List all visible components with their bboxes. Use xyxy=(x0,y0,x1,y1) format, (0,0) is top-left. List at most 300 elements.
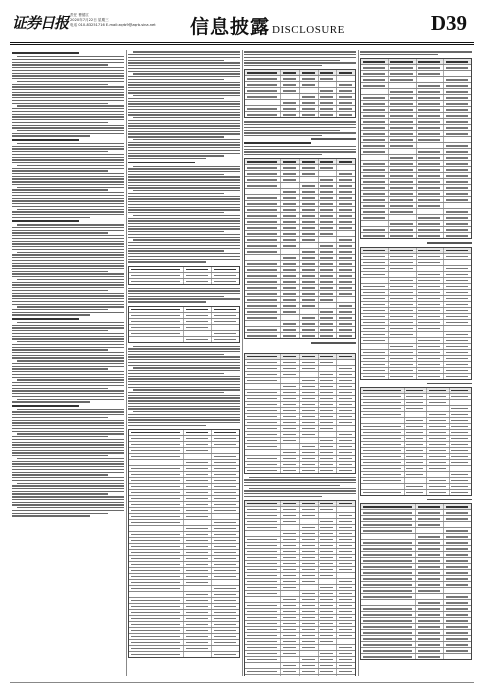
text-line xyxy=(12,73,124,74)
data-table xyxy=(360,58,472,239)
masthead-meta xyxy=(70,13,156,28)
table-cell xyxy=(417,284,445,289)
table-cell xyxy=(444,606,471,611)
table-cell xyxy=(129,319,184,324)
text-line xyxy=(128,226,240,227)
table-cell xyxy=(245,603,281,608)
text-line xyxy=(128,79,224,80)
table-cell xyxy=(389,107,417,112)
table-cell xyxy=(361,624,416,629)
text-line xyxy=(12,119,124,120)
data-table xyxy=(244,69,356,118)
table-cell xyxy=(184,520,212,525)
table-cell xyxy=(184,273,212,278)
text-line xyxy=(12,235,124,236)
table-cell xyxy=(417,125,445,130)
table-cell xyxy=(212,442,239,447)
table-cell xyxy=(245,165,281,170)
table-cell xyxy=(300,462,319,467)
table-cell xyxy=(245,531,281,536)
text-line xyxy=(133,73,240,74)
table-cell xyxy=(416,546,444,551)
table-cell xyxy=(300,297,319,302)
table-cell xyxy=(361,606,416,611)
table-row xyxy=(361,654,471,659)
table-cell xyxy=(389,266,417,271)
table-row xyxy=(361,233,471,238)
table-cell xyxy=(416,510,444,515)
table-cell xyxy=(319,513,338,518)
table-cell xyxy=(281,615,300,620)
text-line xyxy=(17,130,124,131)
table-cell xyxy=(337,639,355,644)
table-cell xyxy=(427,442,449,447)
table-cell xyxy=(184,496,212,501)
table-cell xyxy=(184,538,212,543)
table-cell xyxy=(416,570,444,575)
table-cell xyxy=(417,173,445,178)
text-line xyxy=(12,227,124,228)
table-cell xyxy=(361,400,405,405)
table-cell xyxy=(281,384,300,389)
text-line xyxy=(12,243,124,244)
table-cell xyxy=(427,448,449,453)
table-cell xyxy=(319,501,338,506)
table-cell xyxy=(245,579,281,584)
text-line xyxy=(12,178,124,179)
table-cell xyxy=(245,94,281,99)
table-cell xyxy=(444,191,471,196)
table-cell xyxy=(281,333,300,338)
table-cell xyxy=(184,574,212,579)
text-line xyxy=(12,157,124,158)
table-cell xyxy=(212,454,239,459)
table-cell xyxy=(245,315,281,320)
table-cell xyxy=(416,642,444,647)
table-cell xyxy=(129,604,184,609)
table-cell xyxy=(444,290,471,295)
table-cell xyxy=(281,255,300,260)
paragraph-heading xyxy=(12,52,79,54)
text-line xyxy=(128,212,224,213)
table-cell xyxy=(389,167,417,172)
table-cell xyxy=(444,314,471,319)
table-cell xyxy=(319,309,338,314)
table-cell xyxy=(337,408,355,413)
table-cell xyxy=(361,368,389,373)
table-cell xyxy=(337,366,355,371)
table-cell xyxy=(337,112,355,117)
table-cell xyxy=(427,484,449,489)
table-cell xyxy=(427,430,449,435)
table-cell xyxy=(184,628,212,633)
text-line xyxy=(128,185,240,186)
table-cell xyxy=(319,195,338,200)
text-line xyxy=(12,504,124,505)
table-cell xyxy=(281,621,300,626)
table-cell xyxy=(300,573,319,578)
table-cell xyxy=(281,507,300,512)
table-cell xyxy=(450,478,471,483)
table-cell xyxy=(337,609,355,614)
table-cell xyxy=(212,634,239,639)
table-cell xyxy=(361,149,389,154)
table-cell xyxy=(337,372,355,377)
table-cell xyxy=(212,436,239,441)
table-cell xyxy=(245,159,281,164)
table-cell xyxy=(405,436,427,441)
table-cell xyxy=(417,71,445,76)
table-cell xyxy=(129,514,184,519)
table-cell xyxy=(300,94,319,99)
table-cell xyxy=(337,468,355,473)
table-cell xyxy=(405,472,427,477)
table-cell xyxy=(245,675,281,676)
table-cell xyxy=(319,651,338,656)
text-line xyxy=(128,153,240,154)
table-cell xyxy=(319,567,338,572)
table-cell xyxy=(300,627,319,632)
table-cell xyxy=(245,591,281,596)
table-cell xyxy=(300,237,319,242)
table-cell xyxy=(417,167,445,172)
table-cell xyxy=(389,59,417,64)
text-line xyxy=(128,381,240,382)
table-cell xyxy=(184,586,212,591)
text-line xyxy=(128,193,224,194)
table-cell xyxy=(337,237,355,242)
table-cell xyxy=(281,285,300,290)
text-line xyxy=(128,87,240,88)
table-cell xyxy=(300,426,319,431)
table-cell xyxy=(361,314,389,319)
table-cell xyxy=(337,159,355,164)
table-cell xyxy=(245,321,281,326)
table-cell xyxy=(337,285,355,290)
table-cell xyxy=(417,65,445,70)
text-line xyxy=(128,406,240,407)
table-cell xyxy=(129,598,184,603)
text-line xyxy=(128,209,240,210)
text-line xyxy=(12,284,124,285)
table-cell xyxy=(245,573,281,578)
table-cell xyxy=(417,320,445,325)
table-cell xyxy=(361,374,389,379)
table-cell xyxy=(245,456,281,461)
table-cell xyxy=(319,177,338,182)
table-cell xyxy=(361,552,416,557)
text-line xyxy=(133,51,240,52)
table-cell xyxy=(361,642,416,647)
table-cell xyxy=(129,466,184,471)
table-cell xyxy=(417,149,445,154)
table-cell xyxy=(417,296,445,301)
table-cell xyxy=(416,600,444,605)
text-line xyxy=(128,419,240,420)
text-line xyxy=(12,330,108,331)
table-cell xyxy=(212,496,239,501)
table-cell xyxy=(281,112,300,117)
text-line xyxy=(12,89,124,90)
text-line xyxy=(128,168,240,169)
table-cell xyxy=(245,76,281,81)
table-cell xyxy=(281,189,300,194)
table-cell xyxy=(212,586,239,591)
table-cell xyxy=(212,331,239,336)
table-cell xyxy=(319,390,338,395)
table-cell xyxy=(417,185,445,190)
table-cell xyxy=(405,490,427,495)
table-cell xyxy=(337,94,355,99)
table-cell xyxy=(337,390,355,395)
table-cell xyxy=(337,360,355,365)
table-cell xyxy=(184,634,212,639)
text-line xyxy=(12,293,124,294)
table-cell xyxy=(337,591,355,596)
table-cell xyxy=(129,490,184,495)
text-line xyxy=(12,377,124,378)
table-cell xyxy=(129,610,184,615)
text-line xyxy=(128,171,240,172)
table-cell xyxy=(212,484,239,489)
text-line xyxy=(133,389,240,390)
table-cell xyxy=(361,588,416,593)
table-cell xyxy=(245,112,281,117)
table-cell xyxy=(389,197,417,202)
table-cell xyxy=(184,514,212,519)
table-cell xyxy=(245,426,281,431)
table-cell xyxy=(300,261,319,266)
table-cell xyxy=(361,466,405,471)
table-cell xyxy=(427,454,449,459)
table-cell xyxy=(450,430,471,435)
table-cell xyxy=(212,307,239,312)
text-line xyxy=(17,187,124,188)
text-line xyxy=(128,68,240,69)
table-cell xyxy=(281,390,300,395)
text-line xyxy=(128,384,240,385)
table-cell xyxy=(337,165,355,170)
text-line xyxy=(128,123,240,124)
table-cell xyxy=(184,313,212,318)
text-line xyxy=(12,298,124,299)
table-cell xyxy=(444,338,471,343)
table-cell xyxy=(300,669,319,674)
table-cell xyxy=(212,574,239,579)
table-cell xyxy=(416,576,444,581)
table-cell xyxy=(281,663,300,668)
table-cell xyxy=(319,315,338,320)
text-line xyxy=(17,143,124,144)
table-cell xyxy=(319,372,338,377)
table-cell xyxy=(281,444,300,449)
table-cell xyxy=(300,201,319,206)
text-line xyxy=(12,485,124,486)
table-cell xyxy=(319,609,338,614)
table-cell xyxy=(361,131,389,136)
text-line xyxy=(17,306,124,307)
table-cell xyxy=(281,645,300,650)
table-cell xyxy=(337,70,355,75)
table-cell xyxy=(212,568,239,573)
table-cell xyxy=(319,408,338,413)
table-cell xyxy=(450,466,471,471)
table-cell xyxy=(361,278,389,283)
table-cell xyxy=(319,621,338,626)
text-line xyxy=(128,62,240,63)
text-line xyxy=(244,121,356,122)
text-line xyxy=(128,82,240,83)
table-cell xyxy=(245,663,281,668)
table-cell xyxy=(450,394,471,399)
table-cell xyxy=(444,648,471,653)
text-line xyxy=(128,155,224,156)
table-cell xyxy=(281,555,300,560)
text-line xyxy=(12,455,108,456)
table-cell xyxy=(281,225,300,230)
table-cell xyxy=(444,308,471,313)
table-cell xyxy=(184,526,212,531)
table-cell xyxy=(361,185,389,190)
table-cell xyxy=(184,436,212,441)
table-cell xyxy=(416,534,444,539)
table-cell xyxy=(444,137,471,142)
table-cell xyxy=(444,368,471,373)
text-line xyxy=(128,408,240,409)
table-cell xyxy=(417,179,445,184)
table-cell xyxy=(319,657,338,662)
text-line xyxy=(12,168,124,169)
table-cell xyxy=(389,119,417,124)
table-cell xyxy=(444,624,471,629)
page-number: D39 xyxy=(430,11,467,35)
table-cell xyxy=(450,400,471,405)
text-line xyxy=(128,106,240,107)
table-cell xyxy=(361,203,389,208)
table-cell xyxy=(300,519,319,524)
table-cell xyxy=(184,598,212,603)
text-line xyxy=(128,414,240,415)
table-cell xyxy=(184,610,212,615)
text-line xyxy=(12,116,124,117)
table-cell xyxy=(184,640,212,645)
table-cell xyxy=(337,645,355,650)
table-cell xyxy=(281,603,300,608)
table-cell xyxy=(405,484,427,489)
table-cell xyxy=(337,213,355,218)
table-cell xyxy=(212,646,239,651)
text-line xyxy=(12,325,124,326)
table-cell xyxy=(337,414,355,419)
table-cell xyxy=(300,438,319,443)
table-cell xyxy=(212,337,239,342)
table-cell xyxy=(245,420,281,425)
text-line xyxy=(128,387,240,388)
text-line xyxy=(12,260,124,261)
table-cell xyxy=(319,462,338,467)
table-cell xyxy=(245,207,281,212)
text-line xyxy=(244,57,356,58)
text-line xyxy=(12,312,124,313)
table-cell xyxy=(389,221,417,226)
data-table xyxy=(244,158,356,339)
table-cell xyxy=(337,651,355,656)
table-cell xyxy=(361,478,405,483)
table-cell xyxy=(319,438,338,443)
table-cell xyxy=(361,59,389,64)
table-cell xyxy=(337,438,355,443)
table-cell xyxy=(444,546,471,551)
table-cell xyxy=(417,113,445,118)
table-cell xyxy=(444,119,471,124)
text-line xyxy=(12,469,124,470)
text-line xyxy=(244,493,356,494)
table-cell xyxy=(281,597,300,602)
table-cell xyxy=(212,448,239,453)
table-cell xyxy=(319,94,338,99)
table-cell xyxy=(245,651,281,656)
table-cell xyxy=(361,320,389,325)
table-cell xyxy=(245,106,281,111)
table-cell xyxy=(281,354,300,359)
table-cell xyxy=(245,555,281,560)
table-cell xyxy=(319,573,338,578)
table-cell xyxy=(245,390,281,395)
table-cell xyxy=(319,507,338,512)
table-cell xyxy=(129,646,184,651)
table-cell xyxy=(300,207,319,212)
text-line xyxy=(360,51,472,52)
text-line xyxy=(12,198,124,199)
text-line xyxy=(17,252,124,253)
table-cell xyxy=(281,243,300,248)
table-cell xyxy=(405,406,427,411)
table-cell xyxy=(416,630,444,635)
table-cell xyxy=(184,448,212,453)
table-cell xyxy=(337,627,355,632)
table-cell xyxy=(319,207,338,212)
table-cell xyxy=(416,504,444,509)
text-line xyxy=(128,370,240,371)
table-cell xyxy=(281,366,300,371)
text-line xyxy=(12,103,108,104)
text-line xyxy=(12,151,108,152)
table-cell xyxy=(300,579,319,584)
table-cell xyxy=(319,291,338,296)
table-cell xyxy=(417,221,445,226)
text-line xyxy=(17,341,124,342)
table-cell xyxy=(389,143,417,148)
text-line xyxy=(12,295,124,296)
table-cell xyxy=(300,531,319,536)
table-cell xyxy=(444,600,471,605)
text-line xyxy=(128,174,224,175)
text-line xyxy=(128,103,240,104)
text-line xyxy=(12,513,108,514)
table-cell xyxy=(337,303,355,308)
table-cell xyxy=(319,159,338,164)
data-table xyxy=(128,306,240,343)
table-cell xyxy=(300,106,319,111)
text-line xyxy=(12,493,108,494)
table-cell xyxy=(319,354,338,359)
table-cell xyxy=(184,307,212,312)
table-cell xyxy=(184,331,212,336)
table-cell xyxy=(184,454,212,459)
text-line xyxy=(12,414,124,415)
table-cell xyxy=(212,267,239,272)
table-cell xyxy=(212,538,239,543)
